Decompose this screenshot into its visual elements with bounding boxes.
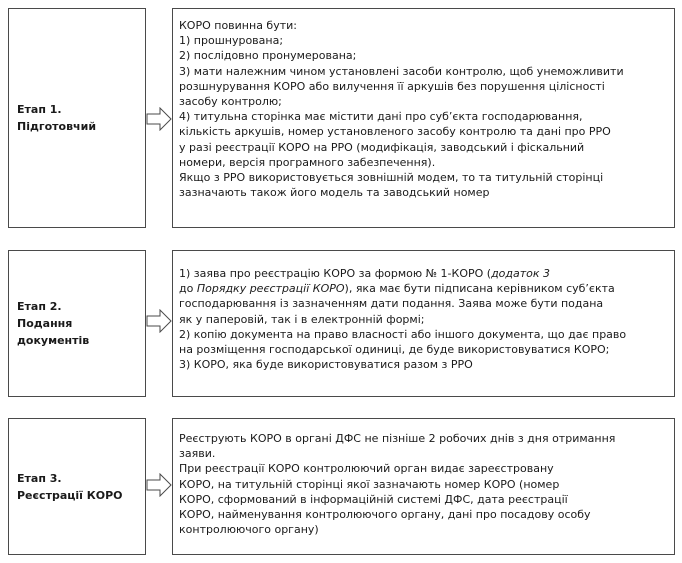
line-text: ), яка має бути підписана керівником суб’єкта bbox=[344, 282, 615, 296]
description-line: номери, версія програмного забезпечення). bbox=[179, 155, 436, 169]
description-line: КОРО, найменування контролюючого органу, дані про посадову особу bbox=[179, 508, 591, 522]
description-line: 1) прошнурована; bbox=[179, 34, 284, 48]
arrow-right-icon bbox=[146, 309, 172, 333]
stage-3-name: Реєстрації КОРО bbox=[17, 488, 123, 502]
annex-reference: додаток 3 bbox=[491, 267, 551, 280]
stage-3-description bbox=[172, 418, 675, 555]
description-line: Якщо з РРО використовується зовнішній модем, то та титульній сторінці bbox=[179, 171, 604, 185]
stage-3-number: Етап 3. bbox=[17, 471, 62, 485]
description-line bbox=[179, 266, 669, 281]
arrow-right-icon bbox=[146, 473, 172, 497]
description-line: розшнурування КОРО або вилучення її аркушів без порушення цілісності bbox=[179, 79, 605, 93]
stage-2-description bbox=[172, 250, 675, 397]
description-line: на розміщення господарської одиниці, де буде використовуватися КОРО; bbox=[179, 343, 610, 357]
description-line: 3) КОРО, яка буде використовуватися разом з РРО bbox=[179, 358, 473, 372]
stage-1-number: Етап 1. bbox=[17, 103, 62, 116]
description-line: контролюючого органу) bbox=[179, 523, 319, 537]
stage-1-box bbox=[8, 8, 146, 228]
stage-1-description bbox=[172, 8, 675, 228]
description-line: КОРО, на титульній сторінці якої зазначають номер КОРО (номер bbox=[179, 477, 560, 491]
description-line: у разі реєстрації КОРО на РРО (модифікація, заводський і фіскальний bbox=[179, 140, 585, 154]
procedure-reference: Порядку реєстрації КОРО bbox=[196, 282, 345, 296]
description-line: КОРО, сформований в інформаційній системі ДФС, дата реєстрації bbox=[179, 492, 568, 506]
stage-2-box bbox=[8, 250, 146, 397]
description-line: КОРО повинна бути: bbox=[179, 19, 297, 32]
description-line: 3) мати належним чином установлені засоби контролю, щоб унеможливити bbox=[179, 64, 624, 78]
description-line bbox=[179, 281, 669, 296]
description-line: кількість аркушів, номер установленого засобу контролю та дані про РРО bbox=[179, 125, 611, 139]
stage-2-number: Етап 2. bbox=[17, 300, 62, 313]
line-text: до bbox=[179, 282, 197, 296]
stage-1-name: Підготовчий bbox=[17, 120, 97, 133]
stage-2-name: Подання bbox=[17, 317, 73, 330]
description-line: 2) копію документа на право власності або іншого документа, що дає право bbox=[179, 327, 627, 341]
stage-3-box bbox=[8, 418, 146, 555]
description-line: зазначають також його модель та заводський номер bbox=[179, 186, 490, 200]
description-line: Реєструють КОРО в органі ДФС не пізніше 2 робочих днів з дня отримання bbox=[179, 432, 616, 445]
line-text: 1) заява про реєстрацію КОРО за формою № 1-КОРО ( bbox=[179, 267, 492, 280]
description-line: При реєстрації КОРО контролюючий орган видає зареєстровану bbox=[179, 462, 554, 476]
arrow-right-icon bbox=[146, 107, 172, 131]
description-line: засобу контролю; bbox=[179, 95, 282, 109]
description-line: 4) титульна сторінка має містити дані про суб’єкта господарювання, bbox=[179, 110, 583, 124]
stage-2-name-cont: документів bbox=[17, 334, 90, 347]
description-line: як у паперовій, так і в електронній формі; bbox=[179, 312, 425, 326]
description-line: 2) послідовно пронумерована; bbox=[179, 49, 357, 63]
description-line: заяви. bbox=[179, 447, 216, 461]
description-line: господарювання із зазначенням дати подання. Заява може бути подана bbox=[179, 297, 604, 311]
